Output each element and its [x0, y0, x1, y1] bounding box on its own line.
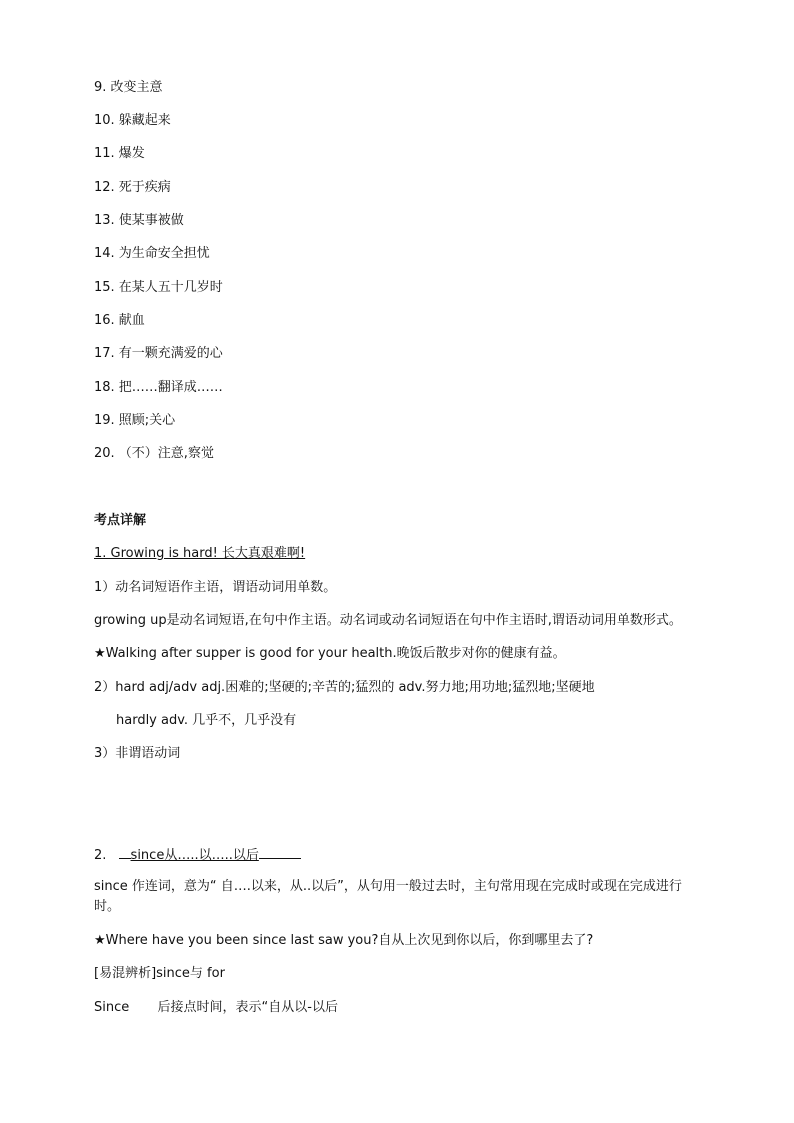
point1-sub1: 1）动名词短语作主语，谓语动词用单数。: [94, 580, 337, 595]
vocab-item-18: 18. 把……翻译成……: [94, 380, 223, 395]
vocab-item-15: 15. 在某人五十几岁时: [94, 280, 223, 295]
point1-title: 1. Growing is hard! 长大真艰难啊!: [94, 546, 306, 561]
vocab-item-13: 13. 使某事被做: [94, 213, 184, 228]
point2-title: since从…..以…..以后: [130, 848, 259, 863]
point2-example: ★Where have you been since last saw you?自从上次见到你以后，你到哪里去了?: [94, 933, 594, 948]
vocab-item-20: 20. （不）注意,察觉: [94, 446, 214, 461]
point1-sub2: 2）hard adj/adv adj.困难的;坚硬的;辛苦的;猛烈的 adv.努力地;用功地;猛烈地;坚硬地: [94, 680, 595, 695]
vocab-item-9: 9. 改变主意: [94, 80, 163, 95]
since-label: Since: [94, 1000, 130, 1015]
point2-number: 2.: [94, 848, 107, 863]
vocab-item-16: 16. 献血: [94, 313, 145, 328]
vocab-item-10: 10. 躲藏起来: [94, 113, 171, 128]
section-title: 考点详解: [94, 513, 147, 528]
vocab-item-19: 19. 照顾;关心: [94, 413, 176, 428]
point1-sub3: 3）非谓语动词: [94, 746, 181, 761]
underline-blank: [119, 845, 131, 859]
point1-sub2-hardly: hardly adv. 几乎不，几乎没有: [116, 713, 297, 728]
point1-sub1-example: ★Walking after supper is good for your health.晚饭后散步对你的健康有益。: [94, 646, 566, 661]
underline-blank: [259, 845, 301, 859]
vocab-item-17: 17. 有一颗充满爱的心: [94, 346, 223, 361]
point2-explain: since 作连词，意为“ 自….以来，从..以后”，从句用一般过去时，主句常用现在完成时或现在完成进行时。: [94, 879, 682, 914]
point2-since-line: [94, 999, 338, 1017]
point1-sub1-explain: growing up是动名词短语,在句中作主语。动名词或动名词短语在句中作主语时,谓语动词用单数形式。: [94, 613, 682, 628]
vocab-item-11: 11. 爆发: [94, 146, 145, 161]
point2-title-line: [94, 845, 301, 865]
vocab-item-14: 14. 为生命安全担忧: [94, 246, 210, 261]
point2-compare: [易混辨析]since与 for: [94, 966, 225, 981]
vocab-item-12: 12. 死于疾病: [94, 180, 171, 195]
since-desc: 后接点时间，表示“自从以-以后: [157, 1000, 338, 1015]
